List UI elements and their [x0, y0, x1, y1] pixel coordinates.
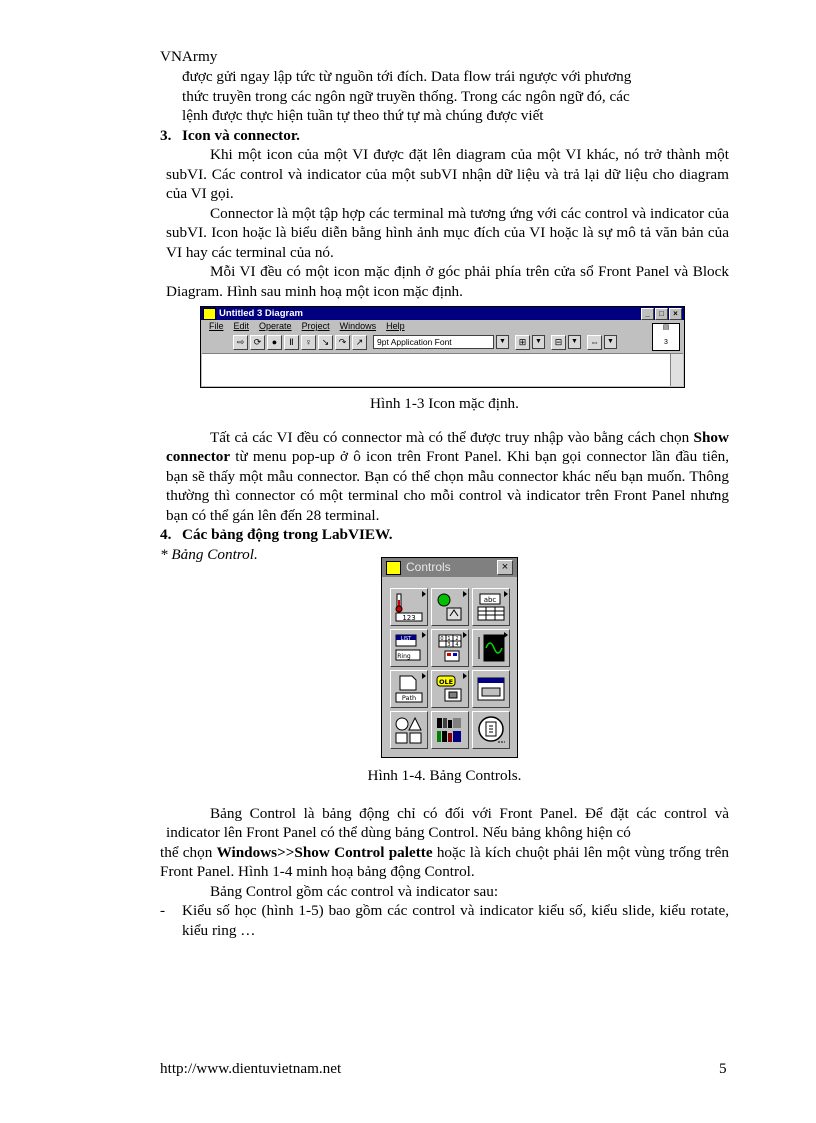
- bullet-numeric-text: Kiểu số học (hình 1-5) bao gồm các control và indicator kiểu số, kiểu slide, kiểu rotate, kiểu ring …: [182, 902, 729, 939]
- footer-url[interactable]: http://www.dientuvietnam.net: [160, 1060, 342, 1077]
- intro-line-1: được gửi ngay lập tức từ nguồn tới đích. Data flow trái ngược với phương: [182, 68, 632, 85]
- align-dropdown-icon[interactable]: ▼: [532, 335, 545, 349]
- p1b-text-after: hoặc là kích chuột phải lên một vùng trống trên Front Panel. Hình 1-4 minh hoạ bảng động Control.: [160, 843, 730, 880]
- font-select[interactable]: 9pt Application Font: [373, 335, 494, 349]
- vi-icon-number: 3: [664, 339, 668, 346]
- window-title: Untitled 3 Diagram: [219, 308, 303, 319]
- submenu-arrow-icon: [463, 673, 467, 679]
- page-content: [160, 67, 729, 940]
- reorder-icon[interactable]: ⇔: [587, 335, 602, 350]
- p1b-text-before: thể chọn: [160, 843, 217, 861]
- path-icon: [394, 674, 424, 704]
- section-4-subtitle: * Bảng Control.: [160, 545, 258, 563]
- section-3-paragraph-4: [160, 428, 729, 526]
- graph-palette-button[interactable]: [472, 629, 510, 667]
- array-cluster-palette-button[interactable]: [431, 629, 469, 667]
- array-cell-0: 0: [440, 636, 444, 642]
- default-vi-icon[interactable]: [652, 323, 680, 351]
- page-header: VNArmy: [160, 48, 218, 65]
- array-cluster-icon: [435, 633, 465, 663]
- section-4-number: 4.: [160, 526, 172, 543]
- submenu-arrow-icon: [422, 632, 426, 638]
- list-ring-palette-button[interactable]: [390, 629, 428, 667]
- intro-line-3: lệnh được thực hiện tuần tự theo thứ tự mà chúng được viết: [182, 107, 544, 124]
- dialog-window-icon: [476, 674, 506, 704]
- list-ring-icon: [394, 633, 424, 663]
- window-menubar: [201, 320, 684, 333]
- labview-app-icon: [386, 561, 401, 575]
- ole-label: OLE: [438, 678, 454, 686]
- section-4-paragraph-2: Bảng Control gồm các control và indicator sau:: [210, 882, 499, 900]
- bookshelf-icon: [435, 715, 465, 745]
- select-control-palette-button[interactable]: [472, 711, 510, 749]
- submenu-arrow-icon: [504, 591, 508, 597]
- step-out-icon[interactable]: ↗: [352, 335, 367, 350]
- figure-controls-palette: [381, 557, 518, 758]
- distribute-dropdown-icon[interactable]: ▼: [568, 335, 581, 349]
- distribute-icon[interactable]: ⊟: [551, 335, 566, 350]
- decorations-palette-button[interactable]: [472, 670, 510, 708]
- array-cell-4: 4: [455, 642, 459, 648]
- window-title-bar: [201, 307, 684, 320]
- palette-title: Controls: [406, 560, 451, 574]
- abort-icon[interactable]: ●: [267, 335, 282, 350]
- labview-app-icon: [203, 308, 216, 320]
- library-palette-button[interactable]: [431, 711, 469, 749]
- vi-icon-graphic: ▤: [662, 324, 670, 331]
- figure-1-4-caption: Hình 1-4. Bảng Controls.: [367, 767, 522, 784]
- align-icon[interactable]: ⊞: [515, 335, 530, 350]
- p4-text-before: Tất cả các VI đều có connector mà có thể được truy nhập vào bằng cách chọn: [210, 428, 694, 446]
- bullet-dash: -: [160, 902, 166, 919]
- numeric-label: 123: [402, 614, 416, 622]
- section-3-paragraph-1: Khi một icon của một VI được đặt lên diagram của một VI khác, nó trở thành một subVI. Các control và indicator của một subVI nhận dữ liệu và trả lại dữ liệu cho diagram của VI gọi.: [166, 146, 729, 202]
- array-cell-3: 3: [447, 642, 451, 648]
- ring-label: Ring: [397, 653, 411, 660]
- activex-palette-button[interactable]: [431, 670, 469, 708]
- window-toolbar: [201, 333, 684, 351]
- section-4-heading: [160, 525, 729, 545]
- string-label: abc: [483, 596, 497, 604]
- section-4-paragraph-1: Bảng Control là bảng động chỉ có đối với Front Panel. Để đặt các control và indicator lên Front Panel có thể dùng bảng Control. Nếu bảng không hiện có: [166, 804, 729, 841]
- palette-title-bar: [382, 558, 517, 577]
- diagram-area[interactable]: [202, 353, 683, 386]
- path-palette-button[interactable]: [390, 670, 428, 708]
- reorder-dropdown-icon[interactable]: ▼: [604, 335, 617, 349]
- menu-help[interactable]: Help: [386, 321, 405, 331]
- run-continuous-icon[interactable]: ⟳: [250, 335, 265, 350]
- submenu-arrow-icon: [463, 632, 467, 638]
- menu-project[interactable]: Project: [301, 321, 330, 331]
- ole-icon: [435, 674, 465, 704]
- submenu-arrow-icon: [504, 632, 508, 638]
- string-table-icon: [476, 592, 506, 622]
- show-control-palette-term: Windows>>Show Control palette: [216, 843, 433, 861]
- close-icon[interactable]: ×: [497, 560, 513, 575]
- section-3-paragraph-2: Connector là một tập hợp các terminal mà tương ứng với các control và indicator của subVI. Icon hoặc là biểu diễn bằng hình ảnh mục đích của VI hoặc là sự mô tả văn bản của VI hay các terminal của nó.: [166, 204, 729, 261]
- window-controls: [641, 308, 682, 320]
- graph-icon: [476, 633, 506, 663]
- menu-file[interactable]: File: [209, 321, 224, 331]
- pause-icon[interactable]: Ⅱ: [284, 335, 299, 350]
- path-label: Path: [401, 694, 417, 702]
- close-icon[interactable]: ×: [669, 308, 682, 320]
- section-3-title: Icon và connector.: [182, 126, 300, 144]
- section-3-paragraph-3: Mỗi VI đều có một icon mặc định ở góc phải phía trên cửa sổ Front Panel và Block Diagram. Hình sau minh hoạ một icon mặc định.: [166, 263, 729, 300]
- run-arrow-icon[interactable]: ⇨: [233, 335, 248, 350]
- numeric-palette-button[interactable]: [390, 588, 428, 626]
- p4-text-after: từ menu pop-up ở ô icon trên Front Panel. Khi bạn gọi connector lần đầu tiên, bạn sẽ thấy một mẫu connector. Bạn có thể chọn mẫu connector khác nếu bạn muốn. Thông thường thì connector có một terminal cho mỗi control và indicator trên Front Panel nhưng bạn có thể gán lên đến 28 terminal.: [166, 448, 729, 524]
- intro-line-2: thức truyền trong các ngôn ngữ truyền thống. Trong các ngôn ngữ đó, các: [182, 87, 630, 105]
- bullet-numeric: [160, 901, 729, 940]
- font-dropdown-icon[interactable]: ▼: [496, 335, 509, 349]
- menu-windows[interactable]: Windows: [339, 321, 377, 331]
- shapes-icon: [394, 715, 424, 745]
- array-cell-1: 1: [447, 636, 451, 642]
- submenu-arrow-icon: [463, 591, 467, 597]
- highlight-bulb-icon[interactable]: ♀: [301, 335, 316, 350]
- page-number: 5: [719, 1060, 727, 1077]
- minimize-icon[interactable]: _: [641, 308, 654, 320]
- step-over-icon[interactable]: ↷: [335, 335, 350, 350]
- list-label: LIST: [400, 636, 412, 642]
- section-4-title: Các bảng động trong LabVIEW.: [182, 526, 393, 543]
- show-connector-term: Show connector: [166, 428, 729, 465]
- figure-diagram-window: [200, 306, 685, 388]
- array-cell-2: 2: [455, 636, 459, 642]
- submenu-arrow-icon: [422, 673, 426, 679]
- figure-1-3-caption: Hình 1-3 Icon mặc định.: [370, 395, 519, 412]
- maximize-icon[interactable]: □: [655, 308, 668, 320]
- vertical-scrollbar[interactable]: [670, 354, 683, 386]
- step-into-icon[interactable]: ↘: [318, 335, 333, 350]
- string-table-palette-button[interactable]: [472, 588, 510, 626]
- section-3-heading: [160, 126, 729, 146]
- menu-operate[interactable]: Operate: [259, 321, 292, 331]
- shapes-palette-button[interactable]: [390, 711, 428, 749]
- led-switch-icon: [435, 592, 465, 622]
- section-3-number: 3.: [160, 126, 172, 144]
- menu-edit[interactable]: Edit: [233, 321, 250, 331]
- boolean-palette-button[interactable]: [431, 588, 469, 626]
- submenu-arrow-icon: [422, 591, 426, 597]
- section-4-paragraph-1b: [160, 843, 729, 882]
- select-control-icon: [476, 715, 506, 745]
- thermometer-icon: [394, 592, 424, 622]
- palette-grid: [390, 588, 510, 749]
